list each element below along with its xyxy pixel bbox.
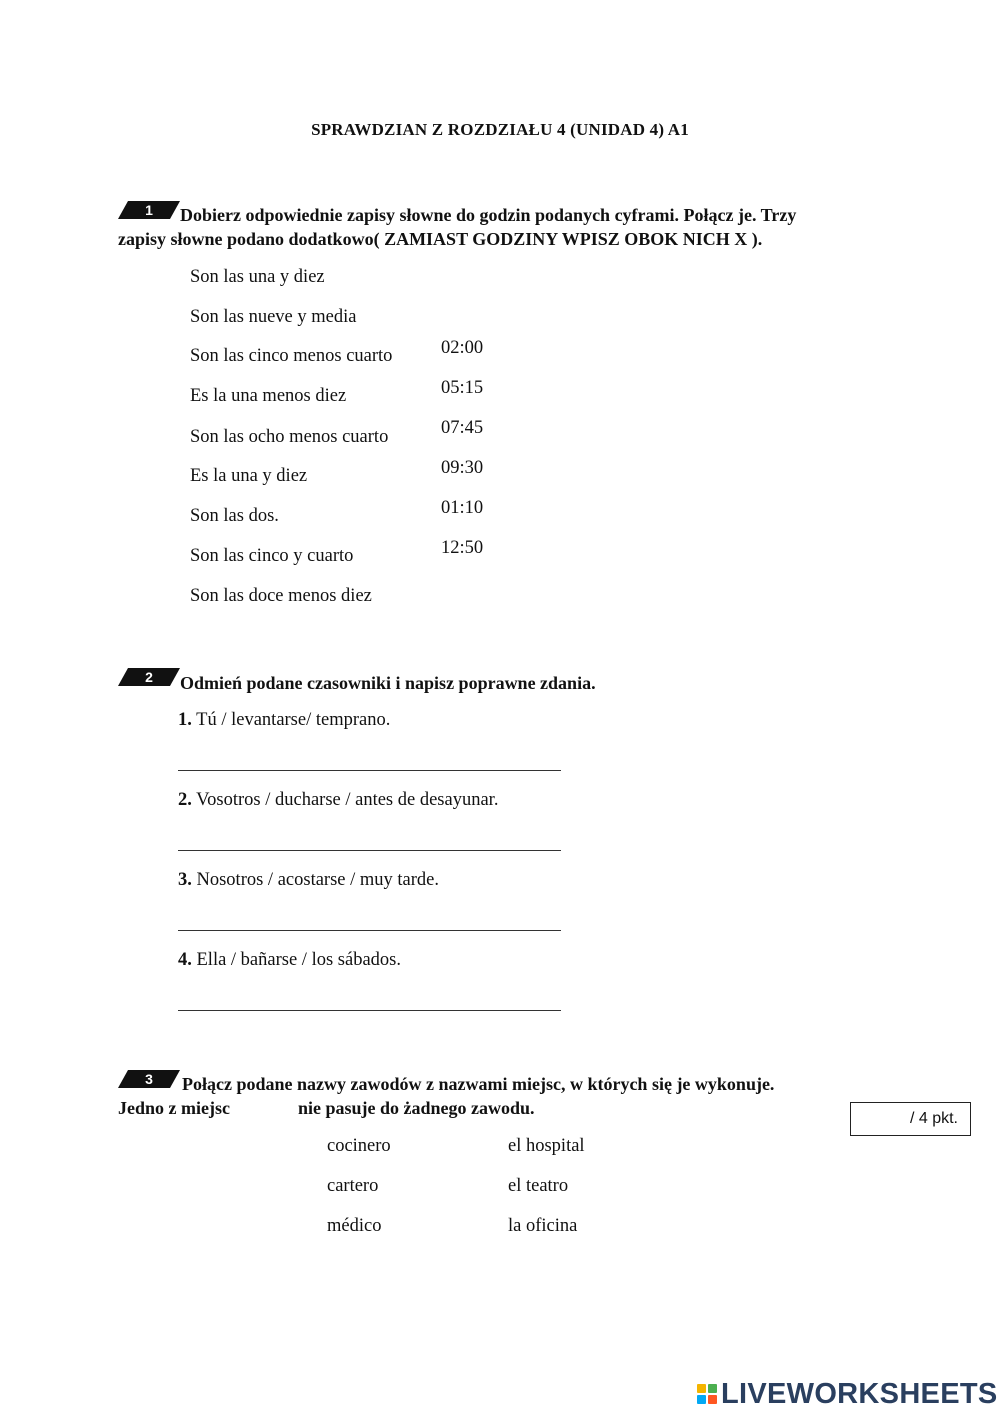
exercise-2-number: 2: [145, 669, 153, 685]
phrase-item: Son las ocho menos cuarto: [190, 427, 389, 447]
exercise-1-number: 1: [145, 202, 153, 218]
answer-line[interactable]: [178, 850, 561, 851]
answer-line[interactable]: [178, 770, 561, 771]
answer-line[interactable]: [178, 1010, 561, 1011]
logo-blocks-icon: [697, 1384, 717, 1404]
exercise-1-instruction-line2: zapisy słowne podano dodatkowo( ZAMIAST GODZINY WPISZ OBOK NICH X ).: [118, 229, 763, 249]
time-item: 05:15: [441, 378, 484, 398]
item-text: Tú / levantarse/ temprano.: [196, 710, 391, 730]
time-item: 12:50: [441, 538, 484, 558]
place-item: el hospital: [508, 1136, 585, 1156]
exercise-3-number: 3: [145, 1071, 153, 1087]
sentence-item: [178, 710, 390, 731]
score-box: / 4 pkt.: [850, 1102, 971, 1136]
phrase-item: Son las nueve y media: [190, 307, 357, 327]
logo-text: LIVEWORKSHEETS: [721, 1377, 998, 1410]
logo-block: [697, 1384, 706, 1393]
exercise-3-instruction-line2b: nie pasuje do żadnego zawodu.: [298, 1098, 535, 1118]
exercise-3-instruction-line1: Połącz podane nazwy zawodów z nazwami miejsc, w których się je wykonuje.: [182, 1074, 775, 1094]
phrase-item: Son las una y diez: [190, 267, 325, 287]
time-item: 09:30: [441, 458, 484, 478]
time-item: 01:10: [441, 498, 484, 518]
exercise-1-badge: [118, 201, 180, 219]
item-number: 4.: [178, 950, 192, 970]
sentence-item: [178, 790, 498, 811]
exercise-1-instruction-line1: Dobierz odpowiednie zapisy słowne do godzin podanych cyframi. Połącz je. Trzy: [180, 205, 797, 225]
logo-block: [708, 1384, 717, 1393]
item-text: Ella / bañarse / los sábados.: [196, 950, 401, 970]
phrase-item: Son las cinco menos cuarto: [190, 346, 393, 366]
profession-item: cartero: [327, 1176, 379, 1196]
profession-item: cocinero: [327, 1136, 391, 1156]
item-number: 2.: [178, 790, 192, 810]
phrase-item: Son las dos.: [190, 506, 279, 526]
phrase-item: Son las cinco y cuarto: [190, 546, 354, 566]
item-number: 3.: [178, 870, 192, 890]
exercise-3-badge: [118, 1070, 180, 1088]
place-item: el teatro: [508, 1176, 569, 1196]
answer-line[interactable]: [178, 930, 561, 931]
time-item: 07:45: [441, 418, 484, 438]
sentence-item: [178, 950, 401, 971]
logo-block: [708, 1395, 717, 1404]
exercise-2-badge: [118, 668, 180, 686]
liveworksheets-logo: [697, 1377, 998, 1411]
exercise-2-instruction: Odmień podane czasowniki i napisz poprawne zdania.: [180, 673, 596, 693]
place-item: la oficina: [508, 1216, 578, 1236]
profession-item: médico: [327, 1216, 382, 1236]
phrase-item: Son las doce menos diez: [190, 586, 372, 606]
phrase-item: Es la una y diez: [190, 466, 308, 486]
item-number: 1.: [178, 710, 192, 730]
page-title: SPRAWDZIAN Z ROZDZIAŁU 4 (UNIDAD 4) A1: [311, 120, 689, 139]
time-item: 02:00: [441, 338, 484, 358]
item-text: Nosotros / acostarse / muy tarde.: [196, 870, 439, 890]
sentence-item: [178, 870, 439, 891]
logo-block: [697, 1395, 706, 1404]
phrase-item: Es la una menos diez: [190, 386, 347, 406]
exercise-3-instruction-line2a: Jedno z miejsc: [118, 1098, 230, 1118]
item-text: Vosotros / ducharse / antes de desayunar.: [196, 790, 499, 810]
